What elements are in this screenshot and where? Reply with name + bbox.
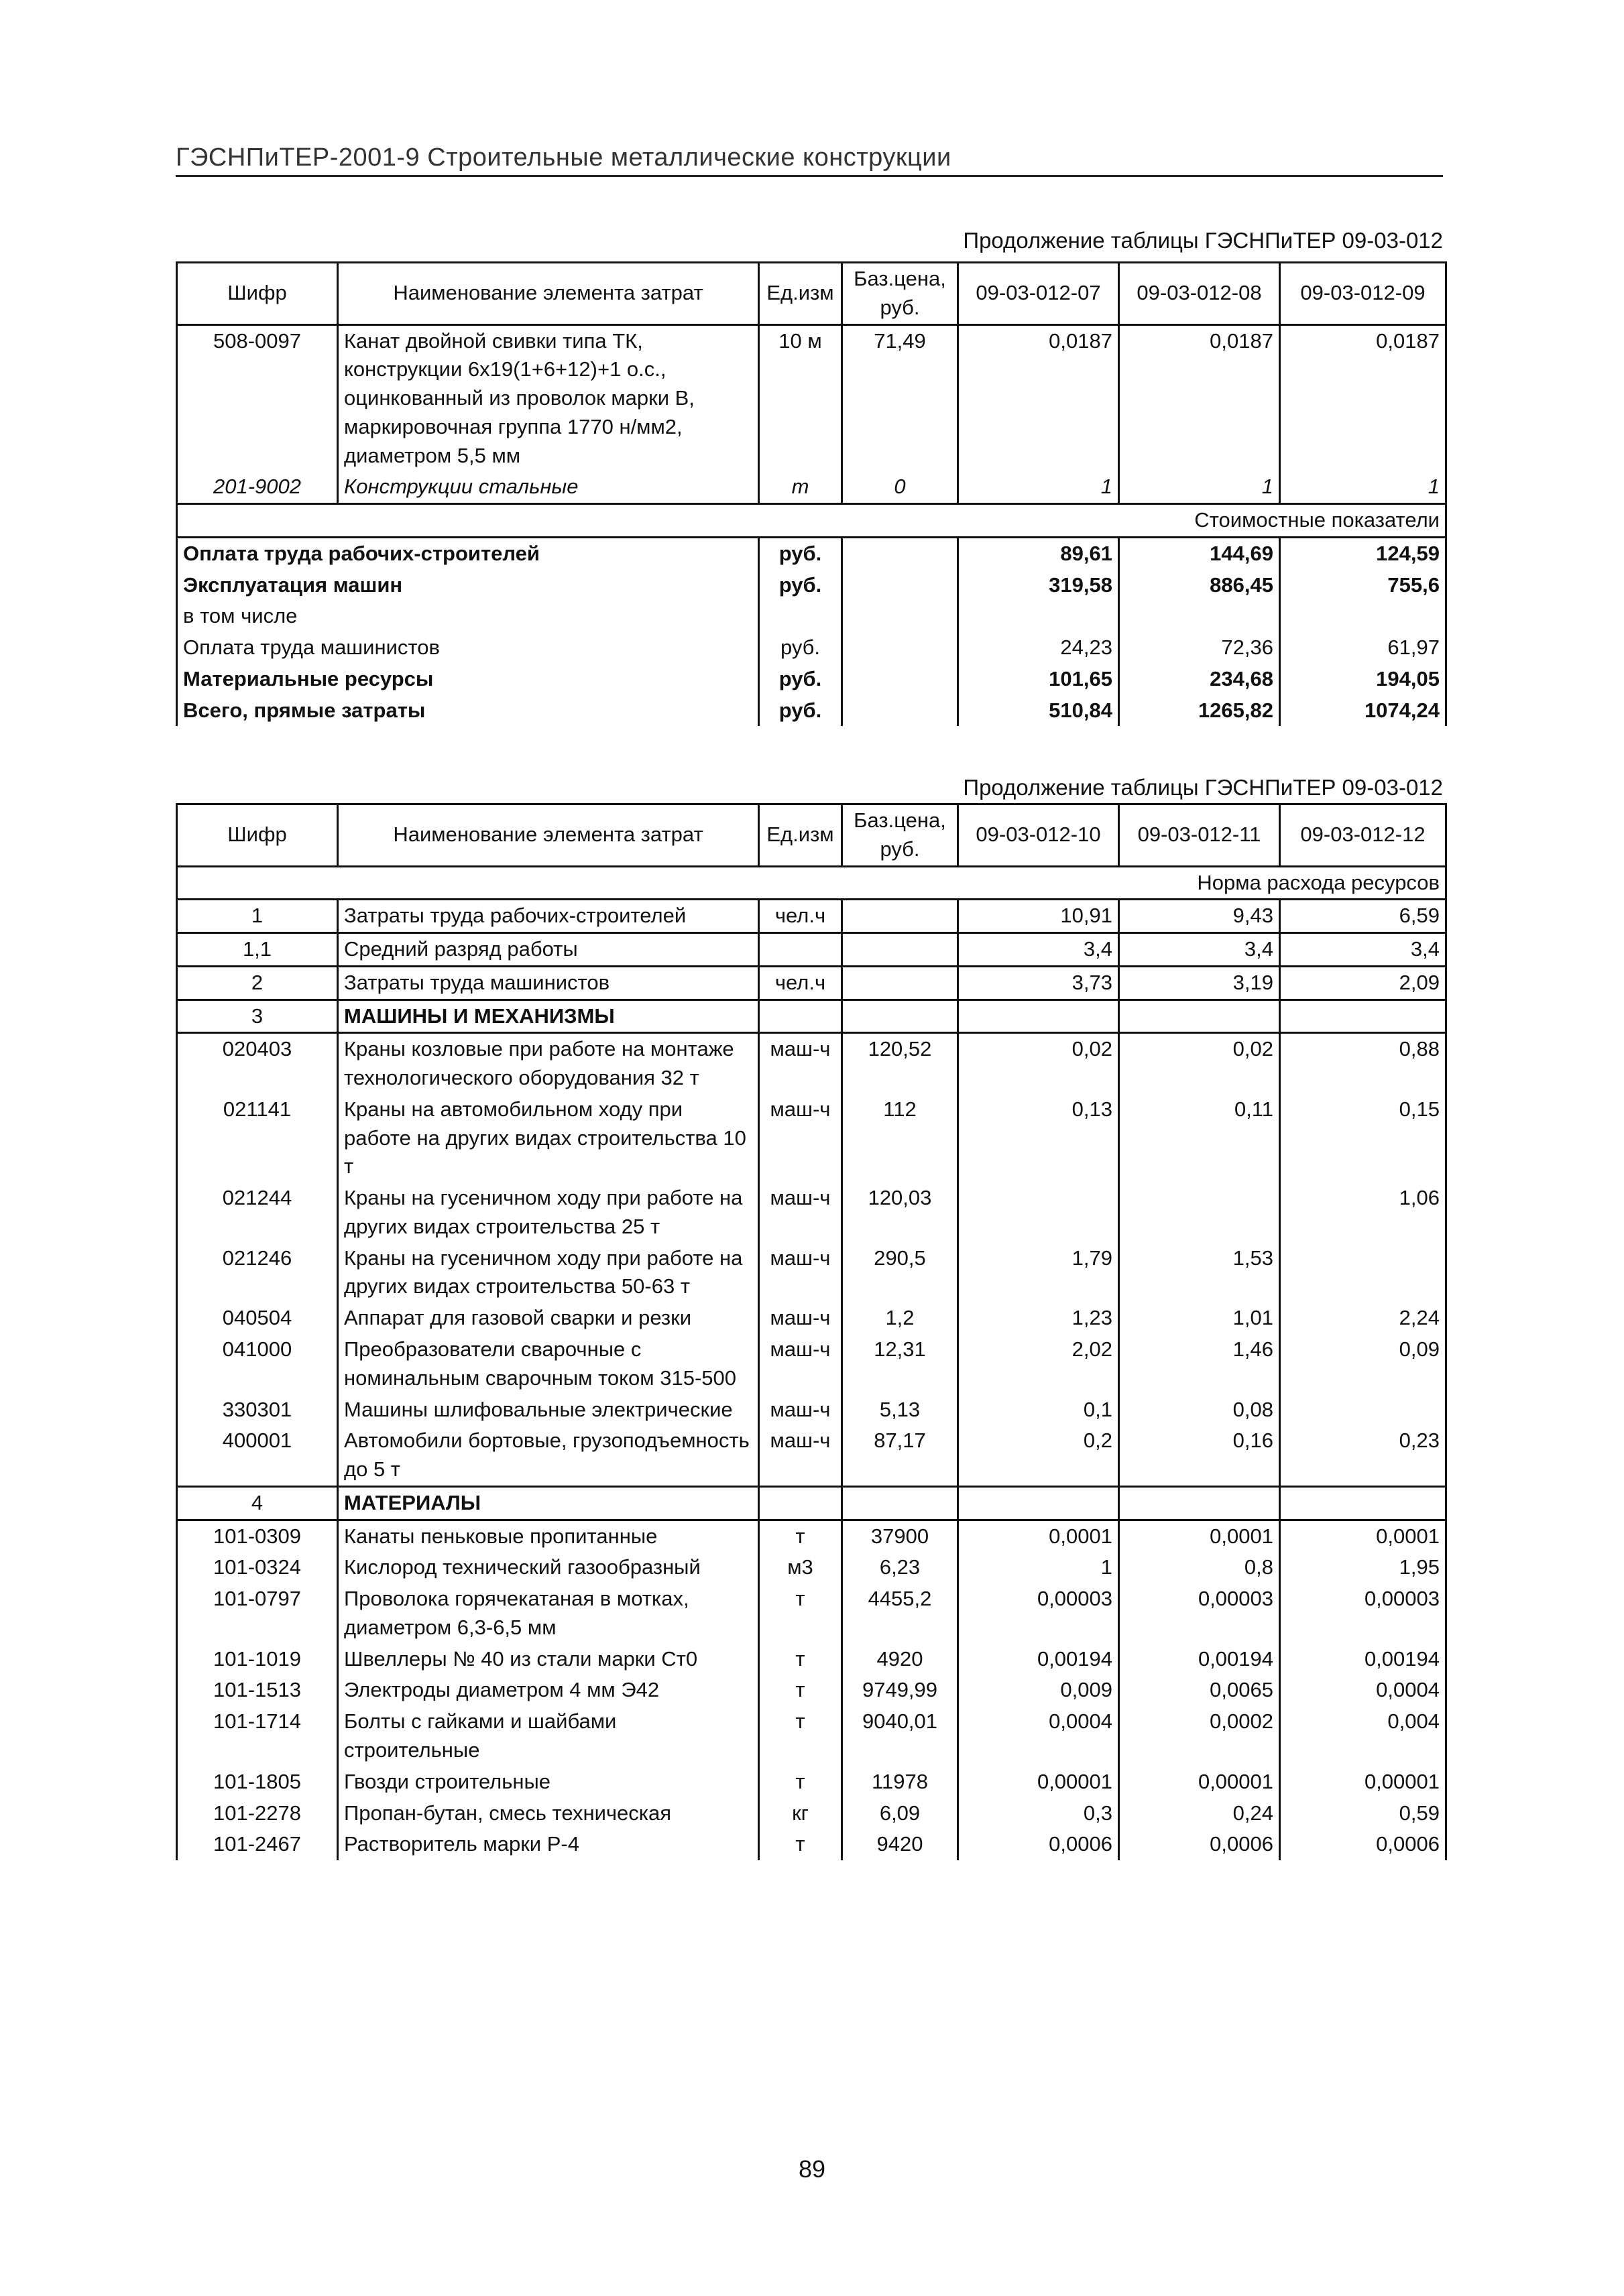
- row-unit: т: [759, 1644, 842, 1675]
- row-base-price: 37900: [842, 1520, 958, 1552]
- row-value-3: 61,97: [1280, 632, 1446, 664]
- row-unit: маш-ч: [759, 1425, 842, 1486]
- row-name: Аппарат для газовой сварки и резки: [338, 1303, 759, 1334]
- row-base-price: 290,5: [842, 1243, 958, 1303]
- row-code: 330301: [177, 1394, 338, 1426]
- row-base-price: 120,03: [842, 1183, 958, 1243]
- header-unit: Ед.изм: [759, 263, 842, 325]
- row-code: 021141: [177, 1094, 338, 1183]
- empty-cell: [842, 1000, 958, 1033]
- row-value-2: [1119, 601, 1280, 632]
- row-value-2: 1,46: [1119, 1334, 1280, 1394]
- row-value-1: 89,61: [958, 537, 1119, 569]
- row-unit: руб.: [759, 537, 842, 569]
- row-unit: маш-ч: [759, 1243, 842, 1303]
- row-value-1: [958, 601, 1119, 632]
- table-row: [177, 966, 1446, 1000]
- row-unit: т: [759, 471, 842, 503]
- row-value-3: 194,05: [1280, 664, 1446, 695]
- table-row: [177, 1183, 1446, 1243]
- section-row: [177, 1486, 1446, 1520]
- row-value-3: 3,4: [1280, 933, 1446, 967]
- row-value-1: 0,1: [958, 1394, 1119, 1426]
- row-code: 101-2467: [177, 1829, 338, 1860]
- table-row: [177, 1583, 1446, 1644]
- row-base-price: [842, 966, 958, 1000]
- row-value-2: 0,11: [1119, 1094, 1280, 1183]
- row-name: Оплата труда машинистов: [177, 632, 759, 664]
- table-row: [177, 1243, 1446, 1303]
- table1-header-row: [177, 263, 1446, 325]
- row-base-price: 9420: [842, 1829, 958, 1860]
- row-value-3: 1074,24: [1280, 695, 1446, 727]
- row-code: 040504: [177, 1303, 338, 1334]
- row-value-2: 1: [1119, 471, 1280, 503]
- header-col-08: 09-03-012-08: [1119, 263, 1280, 325]
- table-row: [177, 695, 1446, 727]
- table-row: [177, 1798, 1446, 1829]
- row-code: 101-1805: [177, 1766, 338, 1798]
- row-unit: руб.: [759, 695, 842, 727]
- row-value-2: 9,43: [1119, 900, 1280, 933]
- table-row: [177, 324, 1446, 471]
- row-value-1: 3,4: [958, 933, 1119, 967]
- row-value-1: [958, 1183, 1119, 1243]
- row-value-1: 0,00003: [958, 1583, 1119, 1644]
- row-value-2: 72,36: [1119, 632, 1280, 664]
- section-title: МАШИНЫ И МЕХАНИЗМЫ: [338, 1000, 759, 1033]
- row-value-2: 0,8: [1119, 1552, 1280, 1583]
- row-value-2: 1265,82: [1119, 695, 1280, 727]
- row-value-3: 0,00194: [1280, 1644, 1446, 1675]
- row-value-1: 510,84: [958, 695, 1119, 727]
- row-unit: м3: [759, 1552, 842, 1583]
- header-base-price: Баз.цена, руб.: [842, 804, 958, 867]
- table-row: [177, 537, 1446, 569]
- cost-table-07-09: [176, 261, 1447, 726]
- row-unit: [759, 933, 842, 967]
- row-unit: [759, 601, 842, 632]
- row-name: Преобразователи сварочные с номинальным сварочным током 315-500: [338, 1334, 759, 1394]
- header-col-12: 09-03-012-12: [1280, 804, 1446, 867]
- row-base-price: [842, 664, 958, 695]
- row-name: Всего, прямые затраты: [177, 695, 759, 727]
- row-value-1: 0,0006: [958, 1829, 1119, 1860]
- row-value-3: 0,00001: [1280, 1766, 1446, 1798]
- row-unit: руб.: [759, 632, 842, 664]
- row-name: Затраты труда рабочих-строителей: [338, 900, 759, 933]
- empty-cell: [1119, 1486, 1280, 1520]
- document-running-header: ГЭСНПиТЕР-2001-9 Строительные металлические конструкции: [176, 143, 1443, 177]
- row-code: 021244: [177, 1183, 338, 1243]
- table2-caption: Продолжение таблицы ГЭСНПиТЕР 09-03-012: [963, 775, 1443, 800]
- row-code: 101-1019: [177, 1644, 338, 1675]
- table-row: [177, 933, 1446, 967]
- row-value-3: 0,0004: [1280, 1675, 1446, 1706]
- row-value-2: [1119, 1183, 1280, 1243]
- row-name: Автомобили бортовые, грузоподъемность до 5 т: [338, 1425, 759, 1486]
- row-unit: т: [759, 1583, 842, 1644]
- row-value-2: 234,68: [1119, 664, 1280, 695]
- empty-cell: [842, 1486, 958, 1520]
- row-name: Болты с гайками и шайбами строительные: [338, 1706, 759, 1766]
- row-name: Электроды диаметром 4 мм Э42: [338, 1675, 759, 1706]
- row-name: Затраты труда машинистов: [338, 966, 759, 1000]
- row-unit: маш-ч: [759, 1394, 842, 1426]
- row-unit: чел.ч: [759, 900, 842, 933]
- row-value-1: 3,73: [958, 966, 1119, 1000]
- table-row: [177, 1303, 1446, 1334]
- row-code: 2: [177, 966, 338, 1000]
- band-label: Стоимостные показатели: [177, 504, 1446, 538]
- row-name: Канаты пеньковые пропитанные: [338, 1520, 759, 1552]
- table-row: [177, 1675, 1446, 1706]
- row-value-3: 1: [1280, 471, 1446, 503]
- row-value-3: 0,09: [1280, 1334, 1446, 1394]
- empty-cell: [1280, 1486, 1446, 1520]
- row-base-price: 12,31: [842, 1334, 958, 1394]
- row-name: Канат двойной свивки типа ТК, конструкции 6х19(1+6+12)+1 о.с., оцинкованный из проволок марки В, маркировочная группа 1770 н/мм2, диаметром 5,5 мм: [338, 324, 759, 471]
- row-value-3: 0,0187: [1280, 324, 1446, 471]
- empty-cell: [1280, 1000, 1446, 1033]
- row-value-1: 10,91: [958, 900, 1119, 933]
- empty-cell: [958, 1000, 1119, 1033]
- row-name: Машины шлифовальные электрические: [338, 1394, 759, 1426]
- section-title: МАТЕРИАЛЫ: [338, 1486, 759, 1520]
- row-value-3: [1280, 601, 1446, 632]
- row-value-2: 0,00003: [1119, 1583, 1280, 1644]
- row-value-1: 1: [958, 1552, 1119, 1583]
- table-row: [177, 1706, 1446, 1766]
- row-value-1: 24,23: [958, 632, 1119, 664]
- row-value-2: 1,53: [1119, 1243, 1280, 1303]
- row-value-2: 3,4: [1119, 933, 1280, 967]
- row-value-1: 0,00194: [958, 1644, 1119, 1675]
- row-value-3: 0,0001: [1280, 1520, 1446, 1552]
- row-value-2: 0,0001: [1119, 1520, 1280, 1552]
- row-value-3: 1,06: [1280, 1183, 1446, 1243]
- row-name: Оплата труда рабочих-строителей: [177, 537, 759, 569]
- row-value-1: 0,0001: [958, 1520, 1119, 1552]
- row-name: Пропан-бутан, смесь техническая: [338, 1798, 759, 1829]
- empty-cell: [1119, 1000, 1280, 1033]
- table-row: [177, 570, 1446, 601]
- row-base-price: 9749,99: [842, 1675, 958, 1706]
- table-row: [177, 1033, 1446, 1094]
- empty-cell: [958, 1486, 1119, 1520]
- row-value-3: 1,95: [1280, 1552, 1446, 1583]
- row-unit: чел.ч: [759, 966, 842, 1000]
- row-value-1: 0,009: [958, 1675, 1119, 1706]
- row-code: 1,1: [177, 933, 338, 967]
- header-col-07: 09-03-012-07: [958, 263, 1119, 325]
- header-code: Шифр: [177, 804, 338, 867]
- row-base-price: 120,52: [842, 1033, 958, 1094]
- row-unit: маш-ч: [759, 1303, 842, 1334]
- row-value-1: 1,23: [958, 1303, 1119, 1334]
- row-value-1: 0,02: [958, 1033, 1119, 1094]
- row-value-1: 0,0187: [958, 324, 1119, 471]
- row-name: в том числе: [177, 601, 759, 632]
- row-unit: т: [759, 1829, 842, 1860]
- header-code: Шифр: [177, 263, 338, 325]
- band-label: Норма расхода ресурсов: [177, 866, 1446, 900]
- row-value-1: 1: [958, 471, 1119, 503]
- row-name: Краны на гусеничном ходу при работе на других видах строительства 50-63 т: [338, 1243, 759, 1303]
- row-value-1: 0,2: [958, 1425, 1119, 1486]
- row-code: 041000: [177, 1334, 338, 1394]
- row-value-3: 124,59: [1280, 537, 1446, 569]
- band-row: [177, 504, 1446, 538]
- row-base-price: [842, 570, 958, 601]
- row-value-1: 0,13: [958, 1094, 1119, 1183]
- row-name: Материальные ресурсы: [177, 664, 759, 695]
- row-value-3: 0,00003: [1280, 1583, 1446, 1644]
- page-number: 89: [798, 2155, 826, 2183]
- row-code: 101-1513: [177, 1675, 338, 1706]
- row-value-2: 3,19: [1119, 966, 1280, 1000]
- table-row: [177, 1094, 1446, 1183]
- row-value-1: 2,02: [958, 1334, 1119, 1394]
- row-value-2: 144,69: [1119, 537, 1280, 569]
- row-code: 021246: [177, 1243, 338, 1303]
- row-name: Средний разряд работы: [338, 933, 759, 967]
- row-value-3: 2,09: [1280, 966, 1446, 1000]
- row-name: Швеллеры № 40 из стали марки Ст0: [338, 1644, 759, 1675]
- row-value-2: 886,45: [1119, 570, 1280, 601]
- row-value-2: 0,02: [1119, 1033, 1280, 1094]
- row-name: Краны козловые при работе на монтаже технологического оборудования 32 т: [338, 1033, 759, 1094]
- header-name: Наименование элемента затрат: [338, 804, 759, 867]
- row-base-price: 5,13: [842, 1394, 958, 1426]
- row-base-price: 6,09: [842, 1798, 958, 1829]
- row-value-3: 0,0006: [1280, 1829, 1446, 1860]
- row-code: 508-0097: [177, 324, 338, 471]
- table-row: [177, 1552, 1446, 1583]
- row-unit: маш-ч: [759, 1334, 842, 1394]
- row-base-price: [842, 537, 958, 569]
- table-row: [177, 1425, 1446, 1486]
- row-base-price: [842, 933, 958, 967]
- empty-cell: [759, 1486, 842, 1520]
- row-unit: 10 м: [759, 324, 842, 471]
- row-code: 1: [177, 900, 338, 933]
- table2-header-row: [177, 804, 1446, 867]
- row-unit: маш-ч: [759, 1183, 842, 1243]
- row-value-2: 0,0187: [1119, 324, 1280, 471]
- row-value-2: 1,01: [1119, 1303, 1280, 1334]
- row-value-3: 2,24: [1280, 1303, 1446, 1334]
- table-row: [177, 1334, 1446, 1394]
- header-base-price: Баз.цена, руб.: [842, 263, 958, 325]
- table-row: [177, 1520, 1446, 1552]
- row-value-1: 0,00001: [958, 1766, 1119, 1798]
- row-code: 201-9002: [177, 471, 338, 503]
- row-unit: т: [759, 1675, 842, 1706]
- row-base-price: 11978: [842, 1766, 958, 1798]
- row-unit: кг: [759, 1798, 842, 1829]
- header-col-10: 09-03-012-10: [958, 804, 1119, 867]
- section-row: [177, 1000, 1446, 1033]
- header-col-09: 09-03-012-09: [1280, 263, 1446, 325]
- table-row: [177, 1766, 1446, 1798]
- row-value-2: 0,24: [1119, 1798, 1280, 1829]
- row-code: 020403: [177, 1033, 338, 1094]
- row-base-price: 1,2: [842, 1303, 958, 1334]
- row-value-3: 0,59: [1280, 1798, 1446, 1829]
- row-base-price: 87,17: [842, 1425, 958, 1486]
- row-base-price: [842, 900, 958, 933]
- row-unit: т: [759, 1706, 842, 1766]
- section-code: 3: [177, 1000, 338, 1033]
- row-base-price: 4920: [842, 1644, 958, 1675]
- row-base-price: 9040,01: [842, 1706, 958, 1766]
- row-code: 101-2278: [177, 1798, 338, 1829]
- row-unit: т: [759, 1766, 842, 1798]
- row-value-3: 6,59: [1280, 900, 1446, 933]
- table-row: [177, 471, 1446, 503]
- header-unit: Ед.изм: [759, 804, 842, 867]
- row-base-price: [842, 695, 958, 727]
- table-row: [177, 601, 1446, 632]
- row-name: Растворитель марки Р-4: [338, 1829, 759, 1860]
- row-value-2: 0,0002: [1119, 1706, 1280, 1766]
- row-base-price: 112: [842, 1094, 958, 1183]
- row-value-1: 0,3: [958, 1798, 1119, 1829]
- table1-caption: Продолжение таблицы ГЭСНПиТЕР 09-03-012: [963, 228, 1443, 253]
- row-value-1: 319,58: [958, 570, 1119, 601]
- section-code: 4: [177, 1486, 338, 1520]
- row-name: Краны на гусеничном ходу при работе на других видах строительства 25 т: [338, 1183, 759, 1243]
- table-row: [177, 632, 1446, 664]
- row-base-price: 71,49: [842, 324, 958, 471]
- row-base-price: 6,23: [842, 1552, 958, 1583]
- row-base-price: [842, 632, 958, 664]
- row-base-price: 0: [842, 471, 958, 503]
- row-base-price: [842, 601, 958, 632]
- table-row: [177, 900, 1446, 933]
- row-name: Проволока горячекатаная в мотках, диаметром 6,3-6,5 мм: [338, 1583, 759, 1644]
- row-value-3: 755,6: [1280, 570, 1446, 601]
- row-name: Краны на автомобильном ходу при работе на других видах строительства 10 т: [338, 1094, 759, 1183]
- row-name: Эксплуатация машин: [177, 570, 759, 601]
- resource-table-10-12: [176, 803, 1447, 1860]
- row-unit: маш-ч: [759, 1094, 842, 1183]
- row-value-1: 0,0004: [958, 1706, 1119, 1766]
- table-row: [177, 1644, 1446, 1675]
- row-unit: руб.: [759, 570, 842, 601]
- row-value-1: 101,65: [958, 664, 1119, 695]
- header-name: Наименование элемента затрат: [338, 263, 759, 325]
- table-row: [177, 1829, 1446, 1860]
- row-value-2: 0,0065: [1119, 1675, 1280, 1706]
- row-name: Конструкции стальные: [338, 471, 759, 503]
- row-value-2: 0,00194: [1119, 1644, 1280, 1675]
- row-name: Кислород технический газообразный: [338, 1552, 759, 1583]
- row-code: 400001: [177, 1425, 338, 1486]
- row-unit: маш-ч: [759, 1033, 842, 1094]
- row-value-3: [1280, 1394, 1446, 1426]
- row-base-price: 4455,2: [842, 1583, 958, 1644]
- row-value-3: 0,88: [1280, 1033, 1446, 1094]
- table-row: [177, 1394, 1446, 1426]
- row-value-3: 0,15: [1280, 1094, 1446, 1183]
- row-value-3: 0,004: [1280, 1706, 1446, 1766]
- row-code: 101-0324: [177, 1552, 338, 1583]
- row-value-2: 0,08: [1119, 1394, 1280, 1426]
- row-value-3: 0,23: [1280, 1425, 1446, 1486]
- header-col-11: 09-03-012-11: [1119, 804, 1280, 867]
- row-code: 101-0309: [177, 1520, 338, 1552]
- row-name: Гвозди строительные: [338, 1766, 759, 1798]
- row-value-1: 1,79: [958, 1243, 1119, 1303]
- row-value-2: 0,0006: [1119, 1829, 1280, 1860]
- row-code: 101-1714: [177, 1706, 338, 1766]
- row-value-2: 0,00001: [1119, 1766, 1280, 1798]
- empty-cell: [759, 1000, 842, 1033]
- band-row: [177, 866, 1446, 900]
- row-value-2: 0,16: [1119, 1425, 1280, 1486]
- row-unit: т: [759, 1520, 842, 1552]
- row-code: 101-0797: [177, 1583, 338, 1644]
- row-value-3: [1280, 1243, 1446, 1303]
- table-row: [177, 664, 1446, 695]
- row-unit: руб.: [759, 664, 842, 695]
